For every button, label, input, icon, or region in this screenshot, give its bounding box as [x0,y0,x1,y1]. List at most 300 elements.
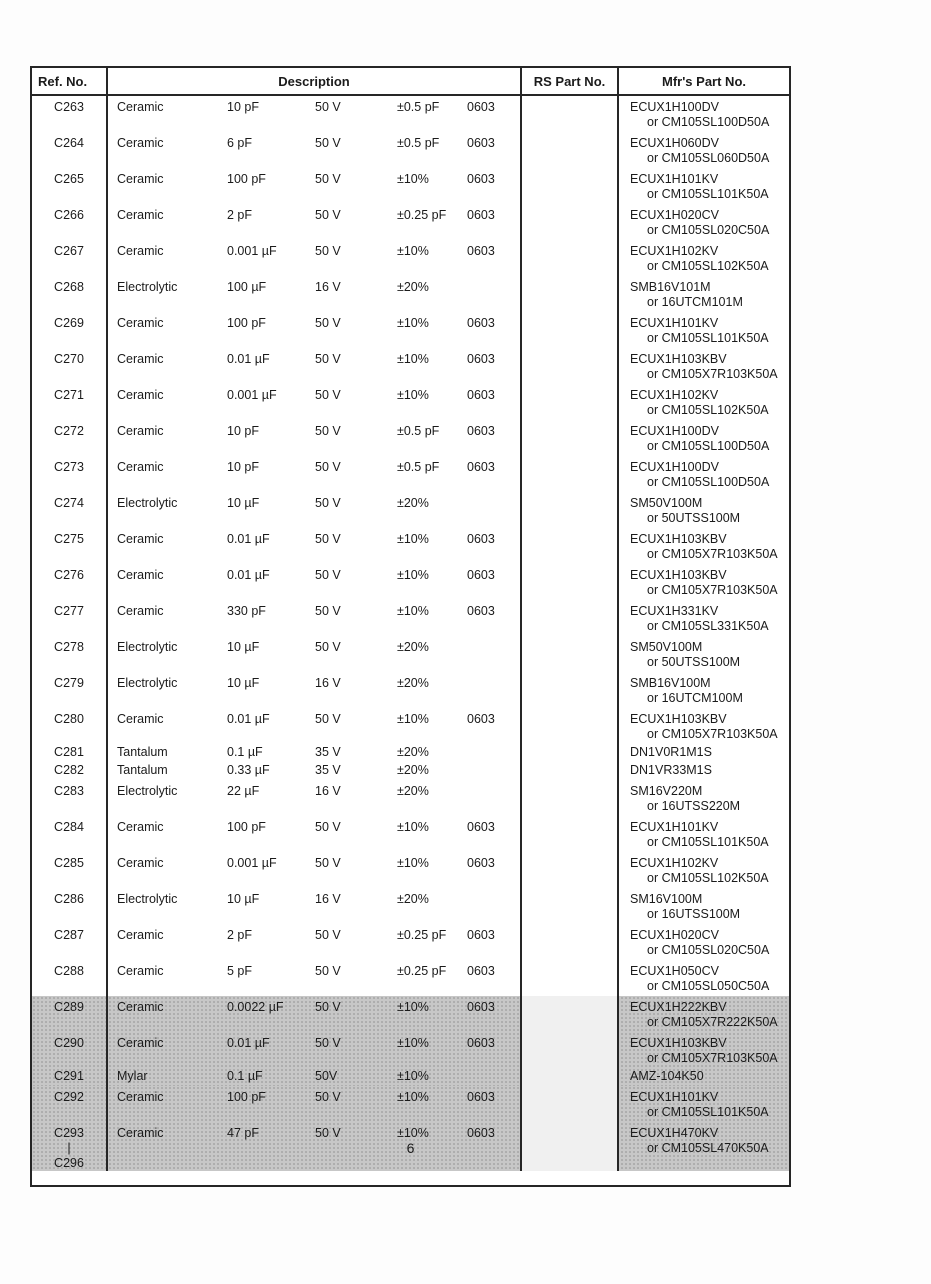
description-cell [108,276,522,312]
type-cell: Ceramic [117,244,164,258]
type-cell: Ceramic [117,532,164,546]
table-row [32,636,789,672]
voltage-cell: 50 V [315,244,341,258]
description-cell [108,240,522,276]
tolerance-cell: ±20% [397,745,429,759]
mfr-cell: AMZ-104K50 [630,1069,704,1083]
voltage-cell: 35 V [315,745,341,759]
type-cell: Electrolytic [117,496,178,510]
tolerance-cell: ±10% [397,532,429,546]
rs-cell [522,780,619,816]
size-cell: 0603 [467,928,495,942]
table-row [32,312,789,348]
mfr-cell: ECUX1H100DV or CM105SL100D50A [630,424,770,453]
ref-cell: C267 [32,240,108,276]
description-cell [108,888,522,924]
size-cell: 0603 [467,244,495,258]
voltage-cell: 50 V [315,640,341,654]
description-cell [108,168,522,204]
ref-cell: C290 [32,1032,108,1068]
tolerance-cell: ±10% [397,1090,429,1104]
table-row [32,492,789,528]
description-cell [108,564,522,600]
value-cell: 0.01 µF [227,712,270,726]
mfr-cell: DN1V0R1M1S [630,745,712,759]
type-cell: Ceramic [117,136,164,150]
tolerance-cell: ±20% [397,676,429,690]
mfr-cell: ECUX1H050CV or CM105SL050C50A [630,964,770,993]
header-description: Description [108,68,522,94]
ref-cell: C283 [32,780,108,816]
mfr-cell: SM16V220M or 16UTSS220M [630,784,741,813]
tolerance-cell: ±10% [397,604,429,618]
ref-cell: C293 | C296 [32,1122,108,1171]
value-cell: 0.001 µF [227,856,277,870]
table-filler [32,1171,789,1185]
table-body [32,96,789,1171]
tolerance-cell: ±10% [397,316,429,330]
rs-cell [522,132,619,168]
description-cell [108,744,522,762]
table-row [32,528,789,564]
ref-cell: C281 [32,744,108,762]
mfr-cell: SMB16V101M or 16UTCM101M [630,280,743,309]
value-cell: 10 µF [227,496,260,510]
mfr-cell: ECUX1H470KV or CM105SL470K50A [630,1126,769,1155]
rs-cell [522,96,619,132]
rs-cell [522,528,619,564]
ref-cell: C286 [32,888,108,924]
type-cell: Ceramic [117,316,164,330]
voltage-cell: 50 V [315,496,341,510]
description-cell [108,708,522,744]
voltage-cell: 16 V [315,280,341,294]
description-cell [108,924,522,960]
ref-cell: C287 [32,924,108,960]
ref-cell: C288 [32,960,108,996]
value-cell: 0.33 µF [227,763,270,777]
mfr-cell: ECUX1H101KV or CM105SL101K50A [630,1090,769,1119]
type-cell: Mylar [117,1069,148,1083]
rs-cell [522,762,619,780]
type-cell: Electrolytic [117,892,178,906]
voltage-cell: 50 V [315,1090,341,1104]
page-number: 6 [406,1140,415,1156]
value-cell: 0.001 µF [227,388,277,402]
table-row [32,816,789,852]
voltage-cell: 50 V [315,388,341,402]
tolerance-cell: ±0.25 pF [397,964,447,978]
value-cell: 100 µF [227,280,267,294]
tolerance-cell: ±10% [397,388,429,402]
type-cell: Ceramic [117,460,164,474]
ref-cell: C275 [32,528,108,564]
value-cell: 0.01 µF [227,568,270,582]
rs-cell [522,384,619,420]
tolerance-cell: ±20% [397,496,429,510]
ref-cell: C280 [32,708,108,744]
ref-cell: C279 [32,672,108,708]
tolerance-cell: ±10% [397,172,429,186]
description-cell [108,420,522,456]
voltage-cell: 50 V [315,352,341,366]
table-row [32,888,789,924]
value-cell: 2 pF [227,928,253,942]
table-row [32,780,789,816]
voltage-cell: 50 V [315,424,341,438]
description-cell [108,1086,522,1122]
type-cell: Electrolytic [117,640,178,654]
tolerance-cell: ±20% [397,280,429,294]
description-cell [108,348,522,384]
voltage-cell: 16 V [315,676,341,690]
description-cell [108,456,522,492]
description-cell [108,816,522,852]
table-row [32,924,789,960]
voltage-cell: 50 V [315,172,341,186]
type-cell: Ceramic [117,1036,164,1050]
value-cell: 10 pF [227,100,259,114]
description-cell [108,762,522,780]
table-row [32,96,789,132]
size-cell: 0603 [467,100,495,114]
value-cell: 5 pF [227,964,253,978]
type-cell: Ceramic [117,604,164,618]
description-cell [108,960,522,996]
tolerance-cell: ±10% [397,1036,429,1050]
mfr-cell: ECUX1H103KBV or CM105X7R103K50A [630,712,778,741]
size-cell: 0603 [467,1036,495,1050]
type-cell: Ceramic [117,856,164,870]
size-cell: 0603 [467,1090,495,1104]
size-cell: 0603 [467,604,495,618]
tolerance-cell: ±20% [397,640,429,654]
value-cell: 100 pF [227,172,266,186]
type-cell: Electrolytic [117,676,178,690]
mfr-cell: ECUX1H060DV or CM105SL060D50A [630,136,770,165]
rs-cell [522,564,619,600]
voltage-cell: 16 V [315,892,341,906]
mfr-cell: SMB16V100M or 16UTCM100M [630,676,743,705]
table-row [32,168,789,204]
ref-cell: C268 [32,276,108,312]
table-row [32,852,789,888]
table-row [32,960,789,996]
rs-cell [522,312,619,348]
mfr-cell: ECUX1H100DV or CM105SL100D50A [630,100,770,129]
ref-cell: C278 [32,636,108,672]
table-row [32,564,789,600]
value-cell: 100 pF [227,820,266,834]
mfr-cell: ECUX1H222KBV or CM105X7R222K50A [630,1000,778,1029]
table-row [32,1068,789,1086]
size-cell: 0603 [467,460,495,474]
table-row [32,132,789,168]
description-cell [108,1032,522,1068]
ref-cell: C284 [32,816,108,852]
voltage-cell: 50 V [315,964,341,978]
ref-cell: C269 [32,312,108,348]
size-cell: 0603 [467,352,495,366]
rs-cell [522,636,619,672]
value-cell: 47 pF [227,1126,259,1140]
mfr-cell: ECUX1H102KV or CM105SL102K50A [630,388,769,417]
size-cell: 0603 [467,388,495,402]
header-ref-no: Ref. No. [32,68,108,94]
voltage-cell: 16 V [315,784,341,798]
tolerance-cell: ±20% [397,763,429,777]
value-cell: 0.001 µF [227,244,277,258]
parts-table [30,66,791,1187]
mfr-cell: ECUX1H103KBV or CM105X7R103K50A [630,1036,778,1065]
mfr-cell: ECUX1H103KBV or CM105X7R103K50A [630,532,778,561]
ref-cell: C282 [32,762,108,780]
type-cell: Ceramic [117,712,164,726]
description-cell [108,996,522,1032]
voltage-cell: 35 V [315,763,341,777]
type-cell: Ceramic [117,388,164,402]
size-cell: 0603 [467,568,495,582]
tolerance-cell: ±20% [397,892,429,906]
ref-cell: C266 [32,204,108,240]
value-cell: 22 µF [227,784,260,798]
tolerance-cell: ±10% [397,568,429,582]
mfr-cell: DN1VR33M1S [630,763,712,777]
type-cell: Ceramic [117,964,164,978]
tolerance-cell: ±10% [397,1000,429,1014]
table-row [32,204,789,240]
type-cell: Ceramic [117,1000,164,1014]
mfr-cell: ECUX1H103KBV or CM105X7R103K50A [630,352,778,381]
rs-cell [522,168,619,204]
value-cell: 10 µF [227,640,260,654]
description-cell [108,672,522,708]
value-cell: 330 pF [227,604,266,618]
mfr-cell: ECUX1H020CV or CM105SL020C50A [630,928,770,957]
rs-cell [522,420,619,456]
value-cell: 10 µF [227,892,260,906]
mfr-cell: ECUX1H100DV or CM105SL100D50A [630,460,770,489]
ref-cell: C292 [32,1086,108,1122]
value-cell: 10 pF [227,460,259,474]
rs-cell [522,744,619,762]
tolerance-cell: ±0.25 pF [397,208,447,222]
table-row [32,456,789,492]
ref-cell: C272 [32,420,108,456]
ref-cell: C264 [32,132,108,168]
table-row [32,1086,789,1122]
tolerance-cell: ±10% [397,1126,429,1140]
description-cell [108,492,522,528]
type-cell: Electrolytic [117,784,178,798]
mfr-cell: SM50V100M or 50UTSS100M [630,640,741,669]
table-row [32,744,789,762]
ref-cell: C274 [32,492,108,528]
description-cell [108,528,522,564]
size-cell: 0603 [467,820,495,834]
voltage-cell: 50 V [315,928,341,942]
type-cell: Ceramic [117,820,164,834]
type-cell: Ceramic [117,1126,164,1140]
size-cell: 0603 [467,532,495,546]
tolerance-cell: ±0.5 pF [397,136,440,150]
table-row [32,1032,789,1068]
tolerance-cell: ±10% [397,1069,429,1083]
value-cell: 10 µF [227,676,260,690]
mfr-cell: ECUX1H020CV or CM105SL020C50A [630,208,770,237]
tolerance-cell: ±0.25 pF [397,928,447,942]
value-cell: 2 pF [227,208,253,222]
rs-cell [522,888,619,924]
size-cell: 0603 [467,208,495,222]
rs-cell [522,924,619,960]
size-cell: 0603 [467,316,495,330]
tolerance-cell: ±10% [397,712,429,726]
tolerance-cell: ±0.5 pF [397,100,440,114]
voltage-cell: 50 V [315,820,341,834]
tolerance-cell: ±0.5 pF [397,424,440,438]
ref-cell: C289 [32,996,108,1032]
type-cell: Ceramic [117,424,164,438]
tolerance-cell: ±10% [397,244,429,258]
value-cell: 0.01 µF [227,352,270,366]
mfr-cell: ECUX1H101KV or CM105SL101K50A [630,820,769,849]
rs-cell [522,1086,619,1122]
rs-cell [522,960,619,996]
mfr-cell: ECUX1H101KV or CM105SL101K50A [630,172,769,201]
table-row [32,420,789,456]
voltage-cell: 50 V [315,1000,341,1014]
description-cell [108,204,522,240]
value-cell: 0.1 µF [227,745,263,759]
description-cell [108,780,522,816]
tolerance-cell: ±10% [397,856,429,870]
voltage-cell: 50 V [315,712,341,726]
description-cell [108,852,522,888]
rs-cell [522,672,619,708]
ref-cell: C265 [32,168,108,204]
type-cell: Ceramic [117,352,164,366]
type-cell: Ceramic [117,172,164,186]
description-cell [108,132,522,168]
type-cell: Ceramic [117,928,164,942]
voltage-cell: 50V [315,1069,338,1083]
mfr-cell: ECUX1H331KV or CM105SL331K50A [630,604,769,633]
table-row [32,348,789,384]
rs-cell [522,492,619,528]
ref-cell: C276 [32,564,108,600]
rs-cell [522,276,619,312]
rs-cell [522,456,619,492]
voltage-cell: 50 V [315,208,341,222]
rs-cell [522,1068,619,1086]
ref-cell: C285 [32,852,108,888]
size-cell: 0603 [467,172,495,186]
tolerance-cell: ±20% [397,784,429,798]
rs-cell [522,600,619,636]
type-cell: Electrolytic [117,280,178,294]
voltage-cell: 50 V [315,460,341,474]
rs-cell [522,708,619,744]
type-cell: Tantalum [117,763,168,777]
table-row [32,240,789,276]
value-cell: 0.01 µF [227,1036,270,1050]
voltage-cell: 50 V [315,604,341,618]
voltage-cell: 50 V [315,1036,341,1050]
tolerance-cell: ±10% [397,820,429,834]
tolerance-cell: ±0.5 pF [397,460,440,474]
value-cell: 0.01 µF [227,532,270,546]
header-rs-part-no: RS Part No. [522,68,619,94]
value-cell: 6 pF [227,136,253,150]
table-row [32,996,789,1032]
value-cell: 0.0022 µF [227,1000,284,1014]
size-cell: 0603 [467,136,495,150]
value-cell: 100 pF [227,1090,266,1104]
rs-cell [522,204,619,240]
rs-cell [522,348,619,384]
type-cell: Ceramic [117,208,164,222]
ref-cell: C271 [32,384,108,420]
size-cell: 0603 [467,424,495,438]
size-cell: 0603 [467,1000,495,1014]
type-cell: Ceramic [117,568,164,582]
ref-cell: C277 [32,600,108,636]
table-row [32,762,789,780]
size-cell: 0603 [467,856,495,870]
voltage-cell: 50 V [315,568,341,582]
description-cell [108,600,522,636]
voltage-cell: 50 V [315,856,341,870]
rs-cell [522,1032,619,1068]
voltage-cell: 50 V [315,136,341,150]
tolerance-cell: ±10% [397,352,429,366]
rs-cell [522,852,619,888]
voltage-cell: 50 V [315,532,341,546]
mfr-cell: SM16V100M or 16UTSS100M [630,892,741,921]
table-row [32,276,789,312]
rs-cell [522,996,619,1032]
value-cell: 100 pF [227,316,266,330]
type-cell: Ceramic [117,1090,164,1104]
description-cell [108,384,522,420]
size-cell: 0603 [467,964,495,978]
type-cell: Ceramic [117,100,164,114]
table-header [32,68,789,96]
mfr-cell: ECUX1H103KBV or CM105X7R103K50A [630,568,778,597]
table-row [32,600,789,636]
ref-cell: C263 [32,96,108,132]
mfr-cell: ECUX1H102KV or CM105SL102K50A [630,244,769,273]
ref-cell: C270 [32,348,108,384]
mfr-cell: SM50V100M or 50UTSS100M [630,496,741,525]
description-cell [108,96,522,132]
description-cell [108,636,522,672]
mfr-cell: ECUX1H101KV or CM105SL101K50A [630,316,769,345]
table-row [32,672,789,708]
table-row [32,384,789,420]
description-cell [108,1068,522,1086]
type-cell: Tantalum [117,745,168,759]
value-cell: 10 pF [227,424,259,438]
rs-cell [522,240,619,276]
voltage-cell: 50 V [315,1126,341,1140]
voltage-cell: 50 V [315,316,341,330]
mfr-cell: ECUX1H102KV or CM105SL102K50A [630,856,769,885]
voltage-cell: 50 V [315,100,341,114]
description-cell [108,312,522,348]
table-row [32,708,789,744]
